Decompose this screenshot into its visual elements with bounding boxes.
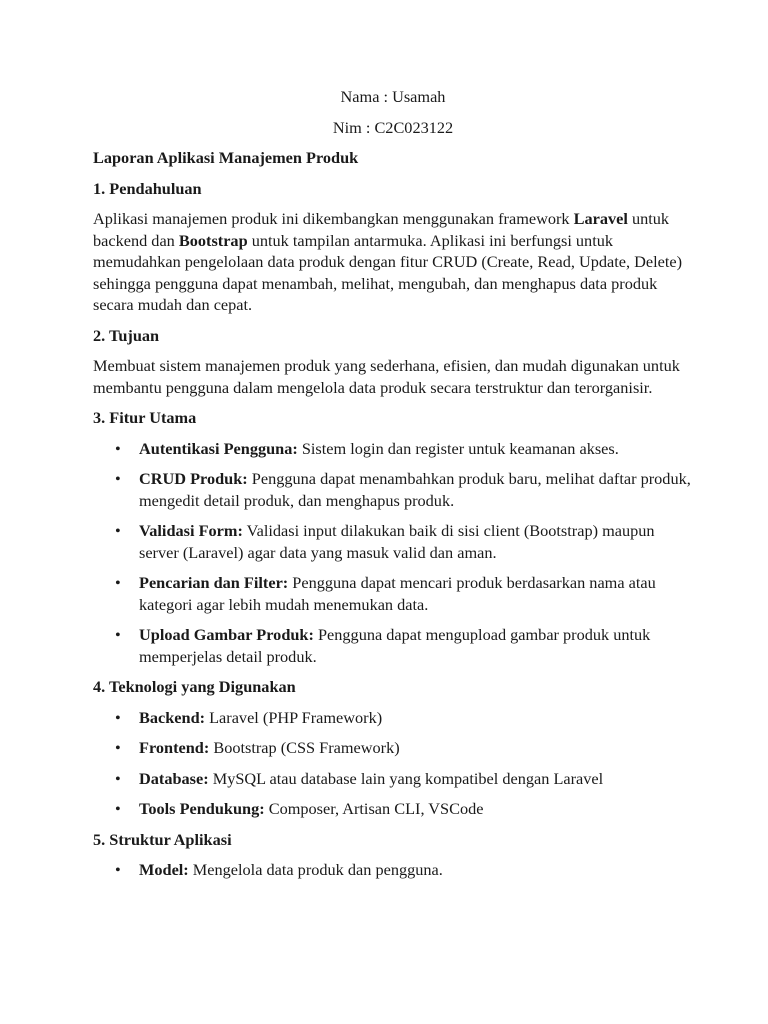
bullet-icon: • [115,625,121,644]
list-item-label: Pencarian dan Filter: [139,573,289,592]
pendahuluan-text-2: untuk backend dan [93,209,670,250]
list-item-text: Composer, Artisan CLI, VSCode [264,799,484,818]
fitur-list [93,438,693,668]
list-item-label: Frontend: [139,738,210,757]
pendahuluan-paragraph [93,208,693,316]
section-heading-pendahuluan: 1. Pendahuluan [93,178,202,198]
list-item-text: Laravel (PHP Framework) [205,707,383,727]
document-title: Laporan Aplikasi Manajemen Produk [93,148,359,167]
list-item-text: Mengelola data produk dan pengguna. [188,860,443,879]
tujuan-paragraph: Membuat sistem manajemen produk yang sederhana, efisien, dan mudah digunakan untuk membantu pengguna dalam mengelola data produk secara terstruktur dan terorganisir. [93,356,680,397]
list-item [93,798,693,820]
pendahuluan-text-3: untuk tampilan antarmuka. Aplikasi ini berfungsi untuk memudahkan pengelolaan data produk dengan fitur CRUD (Create, Read, Update, Delete) sehingga pengguna dapat menambah, melihat, mengubah, dan menghapus data produk secara mudah dan cepat. [93,230,683,314]
list-item [93,707,693,729]
student-name: Nama : Usamah [340,87,446,106]
list-item [93,438,693,460]
list-item-label: Tools Pendukung: [139,799,265,818]
list-item [93,737,693,759]
list-item-label: Validasi Form: [139,521,243,540]
list-item [93,624,693,667]
list-item-text: Pengguna dapat mencari produk berdasarkan nama atau kategori agar lebih mudah menemukan data. [139,573,656,614]
bullet-icon: • [115,860,121,879]
pendahuluan-bold-bootstrap: Bootstrap [178,230,248,250]
list-item-text: Pengguna dapat mengupload gambar produk untuk memperjelas detail produk. [139,625,651,666]
document-page [93,86,693,890]
bullet-icon: • [115,707,121,727]
list-item [93,859,693,881]
bullet-icon: • [115,799,121,818]
teknologi-list [93,707,693,820]
section-heading-struktur: 5. Struktur Aplikasi [93,829,232,849]
list-item-label: Autentikasi Pengguna: [139,438,298,458]
list-item [93,468,693,511]
list-item-label: Upload Gambar Produk: [139,625,314,644]
student-nim: Nim : C2C023122 [332,117,454,137]
list-item-label: Model: [139,860,189,879]
list-item-label: Database: [139,768,209,788]
list-item-text: Bootstrap (CSS Framework) [209,738,400,757]
bullet-icon: • [115,469,121,488]
section-heading-tujuan: 2. Tujuan [93,325,160,345]
bullet-icon: • [115,573,121,592]
list-item-label: CRUD Produk: [139,469,248,488]
list-item [93,768,693,790]
bullet-icon: • [115,438,121,458]
list-item-label: Backend: [139,707,206,727]
pendahuluan-bold-laravel: Laravel [573,209,628,228]
bullet-icon: • [115,738,121,757]
list-item-text: Validasi input dilakukan baik di sisi client (Bootstrap) maupun server (Laravel) agar data yang masuk valid dan aman. [139,521,655,562]
bullet-icon: • [115,521,121,540]
bullet-icon: • [115,768,121,788]
section-heading-teknologi: 4. Teknologi yang Digunakan [93,677,296,696]
list-item [93,572,693,615]
list-item-text: Pengguna dapat menambahkan produk baru, melihat daftar produk, mengedit detail produk, dan menghapus produk. [139,469,691,510]
section-heading-fitur: 3. Fitur Utama [93,408,197,427]
list-item-text: Sistem login dan register untuk keamanan akses. [297,438,619,458]
struktur-list [93,859,693,881]
pendahuluan-text-1: Aplikasi manajemen produk ini dikembangkan menggunakan framework [93,209,574,228]
list-item-text: MySQL atau database lain yang kompatibel dengan Laravel [208,768,604,788]
list-item [93,520,693,563]
